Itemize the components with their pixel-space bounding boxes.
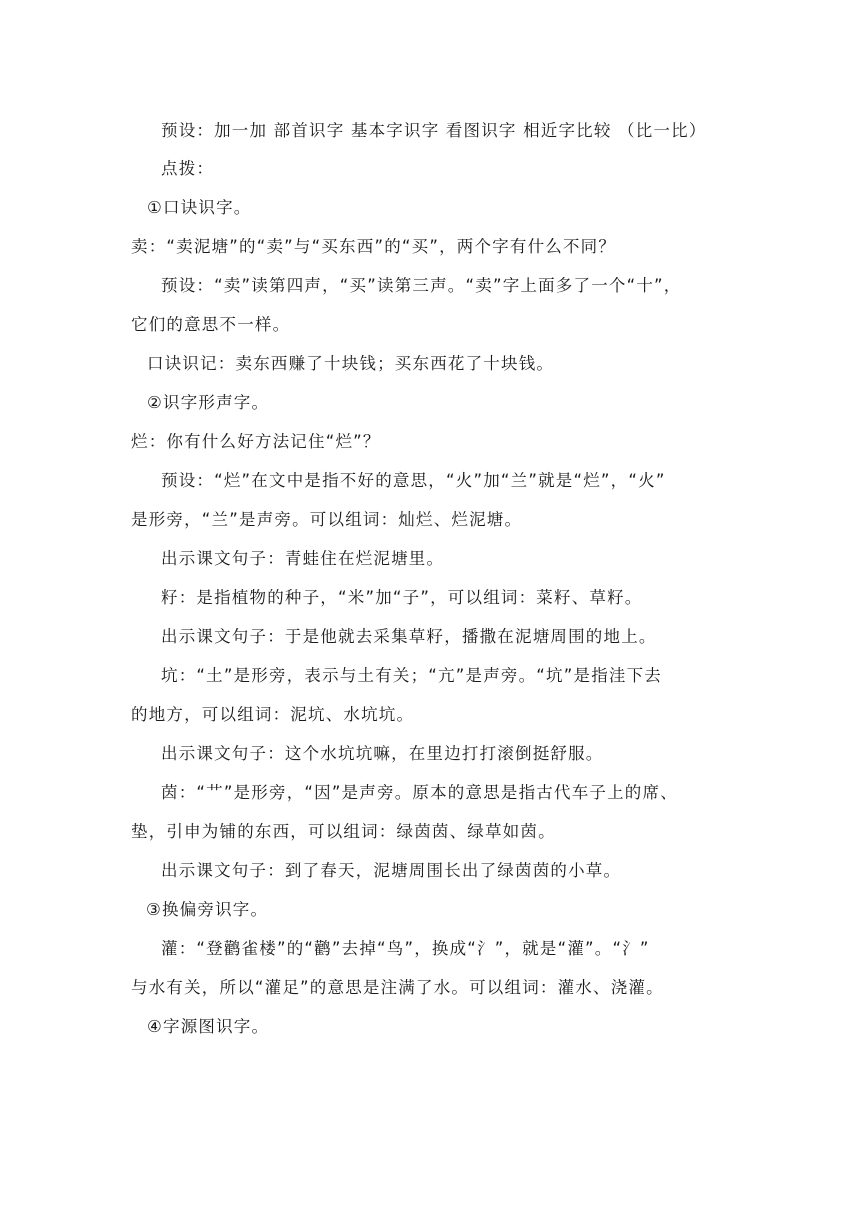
explain-yin-line-2: 垫，引申为铺的东西，可以组词：绿茵茵、绿草如茵。: [131, 822, 556, 841]
question-lan: 烂：你有什么好方法记住“烂”？: [131, 432, 381, 451]
guidance-heading: 点拨：: [161, 159, 215, 178]
explain-keng-line-1: 坑：“土”是形旁，表示与土有关；“亢”是声旁。“坑”是指洼下去: [161, 666, 662, 685]
section-heading-1: ①口诀识字。: [147, 198, 252, 217]
explain-keng-line-2: 的地方，可以组词：泥坑、水坑坑。: [131, 705, 415, 724]
preset-mai-line-1: 预设：“卖”读第四声，“买”读第三声。“卖”字上面多了一个“十”，: [161, 276, 682, 295]
preset-lan-line-2: 是形旁，“兰”是声旁。可以组词：灿烂、烂泥塘。: [131, 510, 523, 529]
sentence-keng: 出示课文句子：这个水坑坑嘛，在里边打打滚倒挺舒服。: [161, 744, 604, 763]
explain-yin-line-1: 茵：“艹”是形旁，“因”是声旁。原本的意思是指古代车子上的席、: [161, 783, 678, 802]
preset-lan-line-1: 预设：“烂”在文中是指不好的意思，“火”加“兰”就是“烂”，“火”: [161, 471, 666, 490]
section-heading-3: ③换偏旁识字。: [146, 900, 269, 919]
explain-guan-line-1: 灌：“登鹳雀楼”的“鹳”去掉“鸟”，换成“氵”，就是“灌”。“氵”: [161, 939, 650, 958]
explain-guan-line-2: 与水有关，所以“灌足”的意思是注满了水。可以组词：灌水、浇灌。: [131, 978, 664, 997]
mnemonic-line: 口诀识记：卖东西赚了十块钱；买东西花了十块钱。: [147, 354, 555, 373]
section-heading-4: ④字源图识字。: [147, 1017, 270, 1036]
preset-methods-line: 预设：加一加 部首识字 基本字识字 看图识字 相近字比较 （比一比）: [161, 121, 707, 140]
sentence-yin: 出示课文句子：到了春天，泥塘周围长出了绿茵茵的小草。: [161, 861, 622, 880]
explain-zi: 籽：是指植物的种子，“米”加“子”，可以组词：菜籽、草籽。: [161, 588, 643, 607]
question-mai: 卖：“卖泥塘”的“卖”与“买东西”的“买”，两个字有什么不同？: [131, 237, 617, 256]
sentence-lan: 出示课文句子：青蛙住在烂泥塘里。: [161, 549, 445, 568]
preset-mai-line-2: 它们的意思不一样。: [131, 315, 291, 334]
sentence-zi: 出示课文句子：于是他就去采集草籽，播撒在泥塘周围的地上。: [161, 627, 657, 646]
section-heading-2: ②识字形声字。: [147, 393, 270, 412]
